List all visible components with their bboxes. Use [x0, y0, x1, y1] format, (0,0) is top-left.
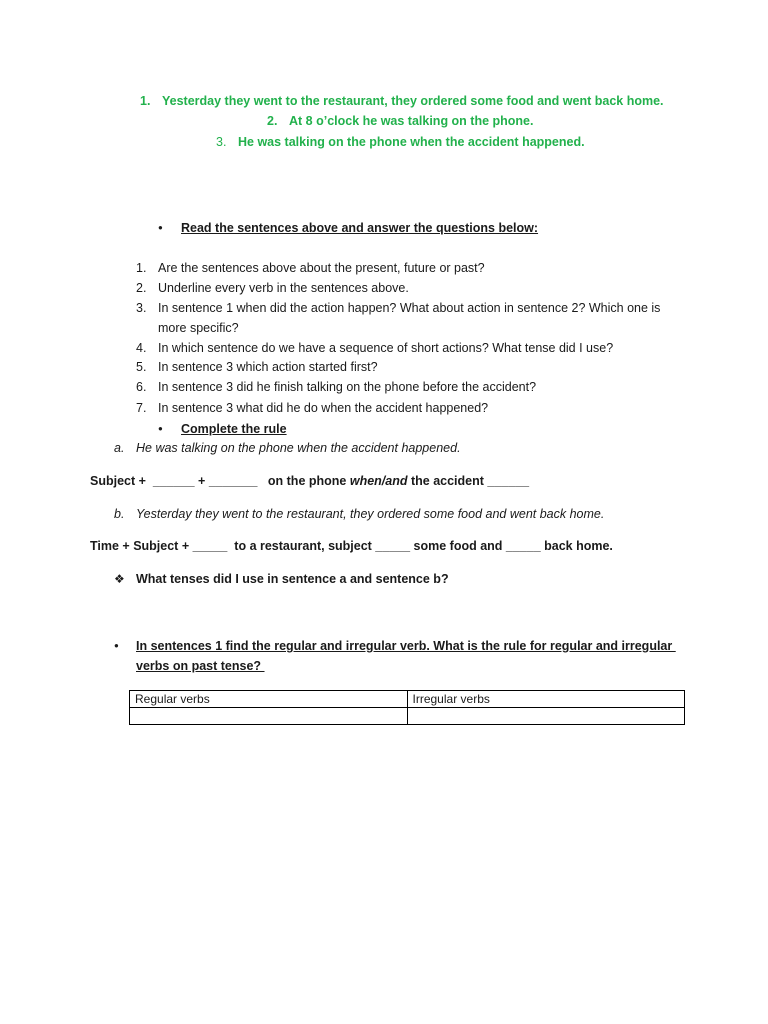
verbs-task-bullet: ●: [114, 641, 119, 650]
tenses-question: What tenses did I use in sentence a and sentence b?: [136, 572, 449, 586]
question-text: In sentence 3 what did he do when the accident happened?: [158, 401, 489, 415]
table-cell-irregular[interactable]: [407, 708, 685, 725]
question-number: 4.: [136, 341, 147, 355]
question-1: [136, 261, 485, 275]
question-number: 2.: [136, 281, 147, 295]
rule-a-letter: a.: [114, 441, 125, 455]
question-number: 7.: [136, 401, 147, 415]
question-2: [136, 281, 409, 295]
rule-a-formula-end: the accident ______: [407, 474, 530, 488]
example-sentence-1: [140, 94, 664, 108]
question-text: In sentence 3 which action started first?: [158, 360, 378, 374]
verbs-task-line-2: verbs on past tense?: [136, 659, 265, 673]
question-text: Underline every verb in the sentences above.: [158, 281, 409, 295]
question-5: [136, 360, 378, 374]
rule-a-formula: [90, 474, 529, 488]
example-sentence-text: He was talking on the phone when the accident happened.: [238, 135, 585, 149]
question-number: 5.: [136, 360, 147, 374]
rule-b-sentence: Yesterday they went to the restaurant, they ordered some food and went back home.: [136, 507, 605, 521]
question-text: In sentence 1 when did the action happen? What about action in sentence 2? Which one is: [158, 301, 661, 315]
question-text: In which sentence do we have a sequence of short actions? What tense did I use?: [158, 341, 614, 355]
instruction-bullet: ●: [158, 223, 163, 232]
table-row: [130, 708, 685, 725]
question-7: [136, 401, 488, 415]
example-sentence-2: [267, 114, 533, 128]
question-number: 1.: [136, 261, 147, 275]
verbs-task-line-1: In sentences 1 find the regular and irregular verb. What is the rule for regular and irregular: [136, 639, 676, 653]
question-4: [136, 341, 613, 355]
verbs-table: [129, 690, 685, 725]
table-cell-regular[interactable]: [130, 708, 408, 725]
question-text: In sentence 3 did he finish talking on the phone before the accident?: [158, 380, 537, 394]
rule-a-formula-start: Subject + ______ + _______ on the phone: [90, 474, 350, 488]
table-header-regular: Regular verbs: [130, 691, 408, 708]
question-6: [136, 380, 536, 394]
question-number: 3.: [136, 301, 147, 315]
rule-a-formula-italic: when/and: [349, 474, 408, 488]
table-header-irregular: Irregular verbs: [407, 691, 685, 708]
question-3: [136, 301, 660, 315]
rule-b-formula: Time + Subject + _____ to a restaurant, subject _____ some food and _____ back home.: [90, 539, 613, 553]
complete-rule-bullet: ●: [158, 424, 163, 433]
complete-rule-heading: Complete the rule: [181, 422, 287, 436]
example-sentence-number: 2.: [267, 114, 278, 128]
example-sentence-number: 3.: [216, 135, 227, 149]
question-text: Are the sentences above about the present, future or past?: [158, 261, 485, 275]
diamond-bullet-icon: ❖: [114, 572, 125, 586]
rule-a-sentence: He was talking on the phone when the accident happened.: [136, 441, 461, 455]
rule-b-letter: b.: [114, 507, 125, 521]
example-sentence-number: 1.: [140, 94, 151, 108]
question-3-continuation: more specific?: [158, 321, 239, 335]
table-header-row: [130, 691, 685, 708]
example-sentence-text: At 8 o’clock he was talking on the phone.: [289, 114, 534, 128]
question-number: 6.: [136, 380, 147, 394]
instruction-heading: Read the sentences above and answer the questions below:: [181, 221, 539, 235]
example-sentence-text: Yesterday they went to the restaurant, they ordered some food and went back home.: [162, 94, 664, 108]
example-sentence-3: [216, 135, 585, 149]
